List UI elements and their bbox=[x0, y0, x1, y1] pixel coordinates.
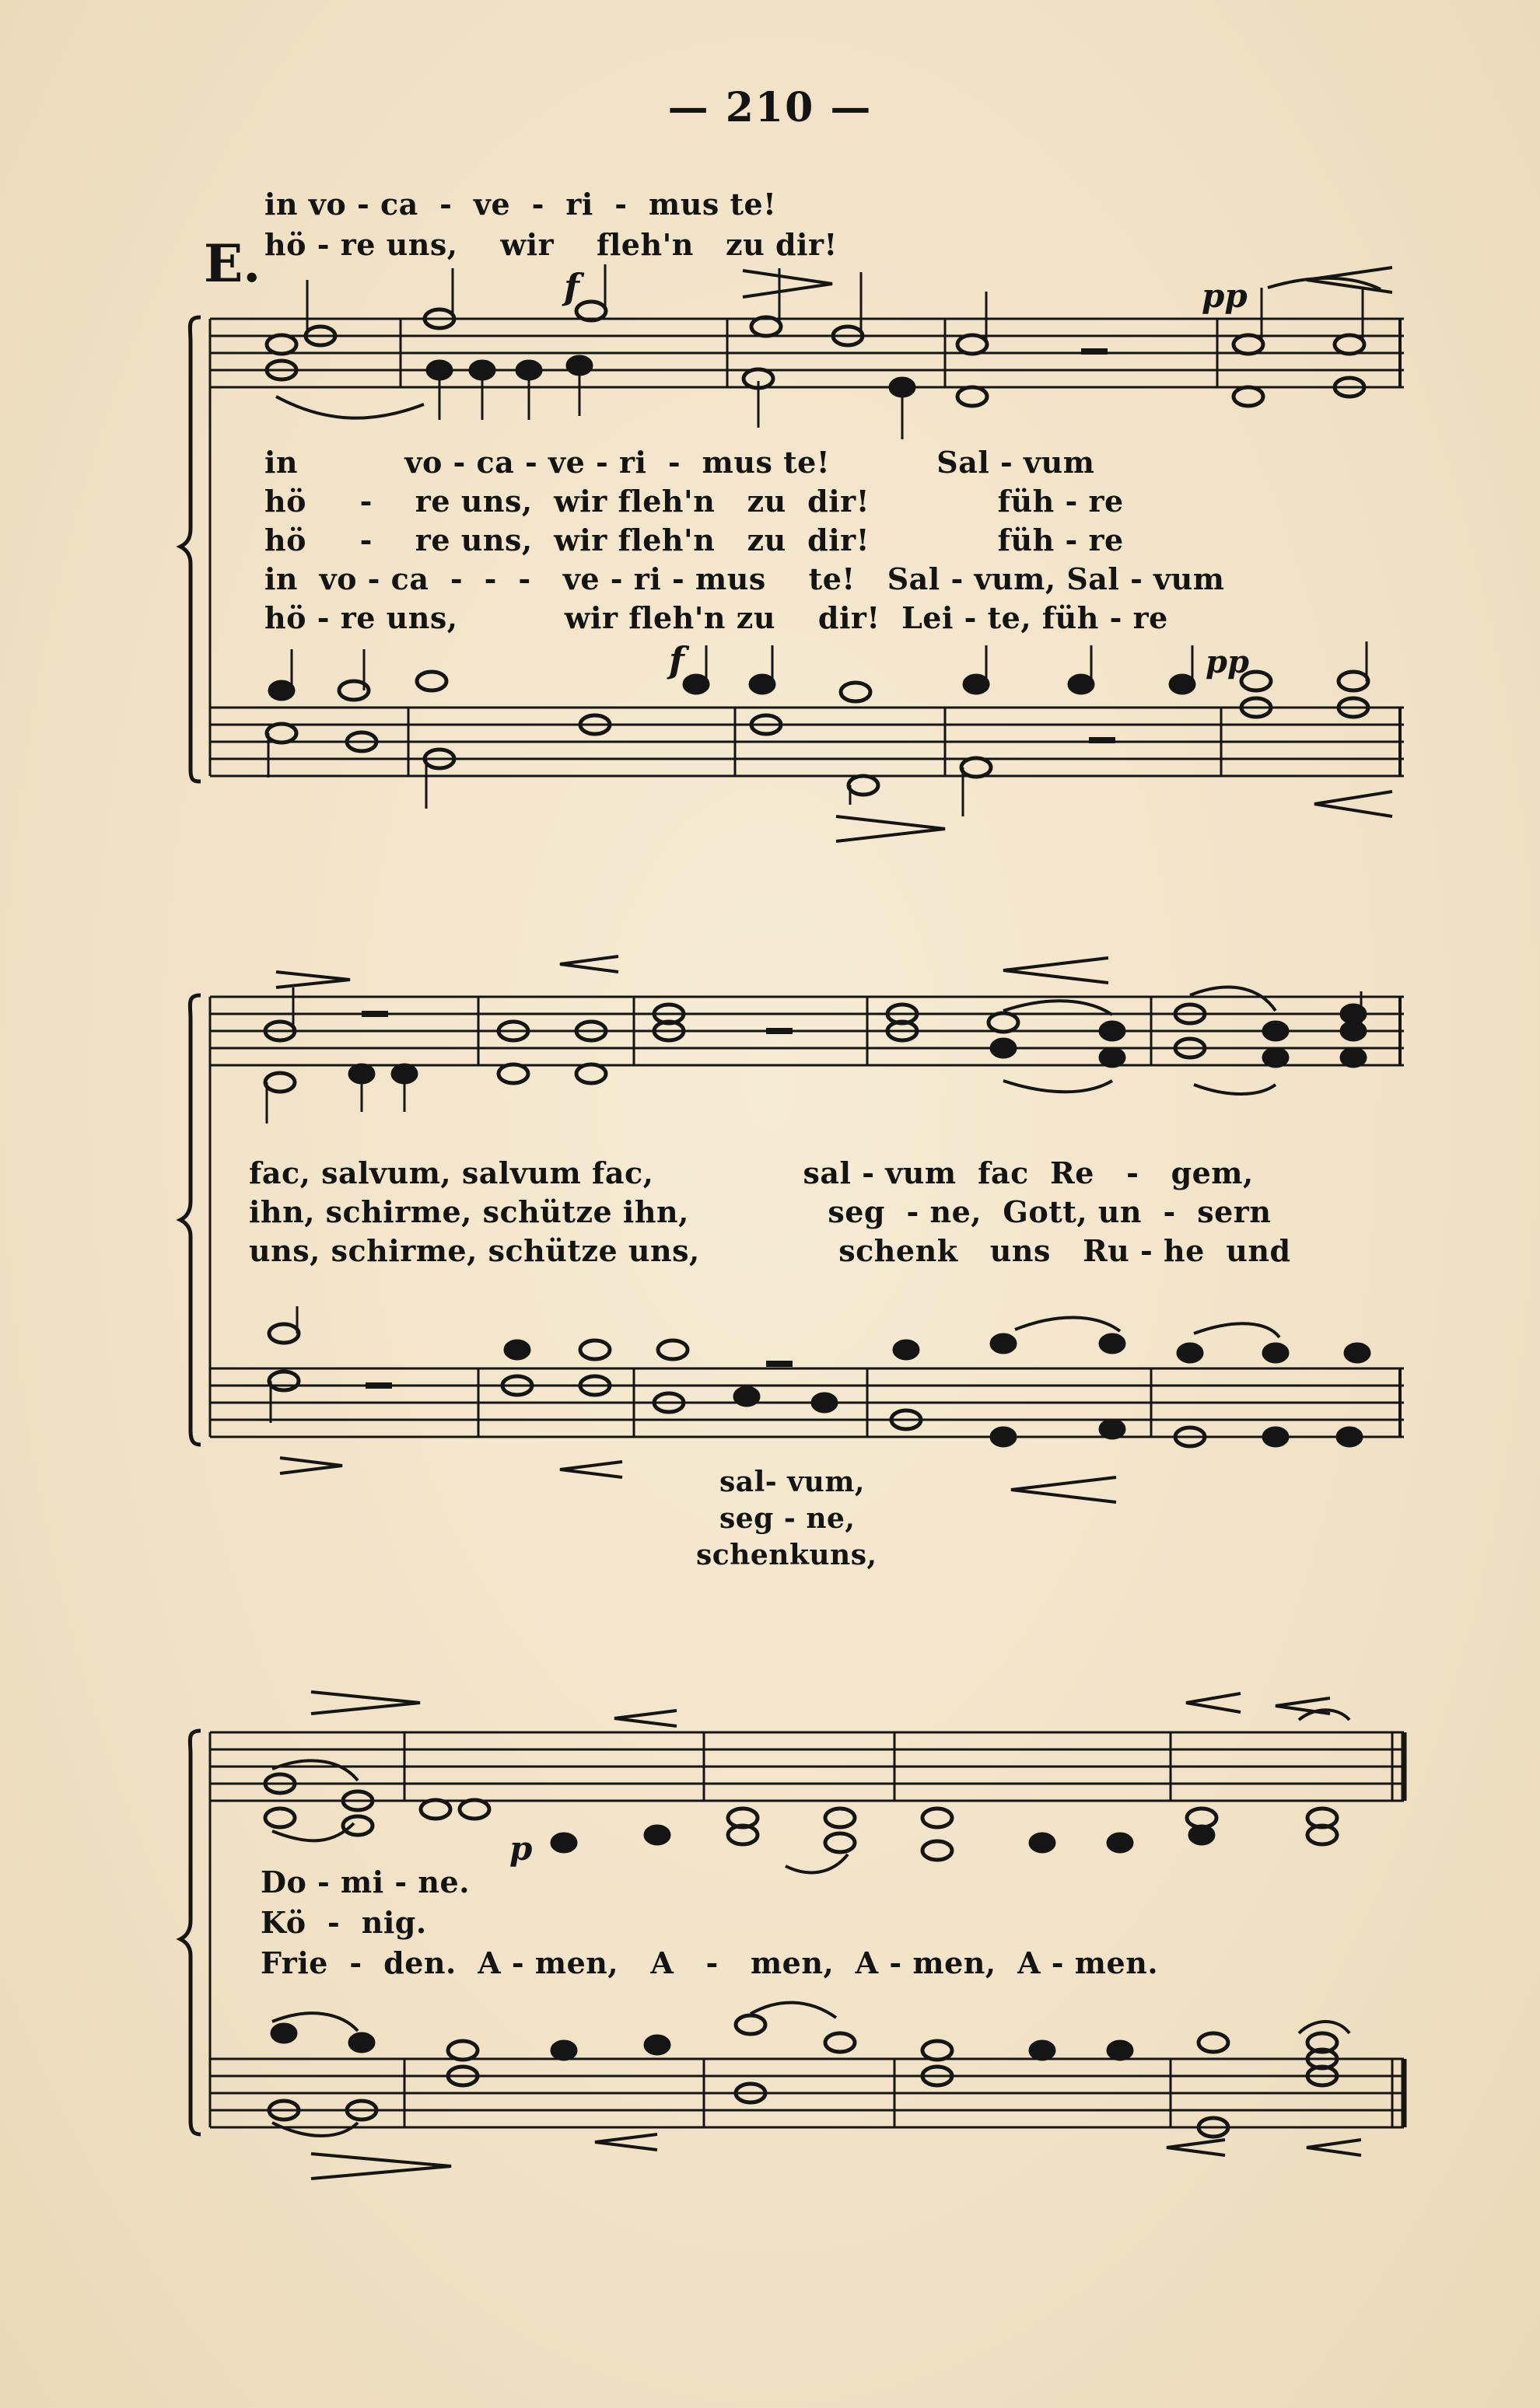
system-2-upper-staff bbox=[210, 997, 1404, 1065]
s2-mid-line-2: ihn, schirme, schütze ihn, seg - ne, Gott, un - sern bbox=[249, 1194, 1272, 1229]
s2-below-line-2: seg - ne, bbox=[719, 1502, 856, 1535]
system-2-lower-staff bbox=[210, 1368, 1404, 1437]
s2-below-line-1: sal- vum, bbox=[719, 1466, 865, 1498]
s3-mid-line-3: Frie - den. A - men, A - men, A - men, A - men. bbox=[261, 1945, 1159, 1980]
s3-mid-line-2: Kö - nig. bbox=[261, 1905, 427, 1940]
dynamic-f-lower: f bbox=[669, 639, 684, 681]
s1-top-line-1: in vo - ca - ve - ri - mus te! bbox=[264, 187, 777, 222]
system-3-upper-notes bbox=[265, 1774, 1337, 1860]
section-letter: E. bbox=[204, 233, 261, 294]
s2-mid-line-1: fac, salvum, salvum fac, sal - vum fac Re - gem, bbox=[249, 1155, 1254, 1190]
s1-top-line-2: hö - re uns, wir fleh'n zu dir! bbox=[264, 227, 838, 262]
s3-mid-line-1: Do - mi - ne. bbox=[261, 1865, 470, 1899]
s2-below-line-3: schenkuns, bbox=[696, 1539, 877, 1571]
s1-mid-line-5: hö - re uns, wir fleh'n zu dir! Lei - te, füh - re bbox=[264, 600, 1168, 635]
page-number: — 210 — bbox=[667, 84, 873, 131]
dynamic-p: p bbox=[509, 1830, 533, 1868]
dynamic-pp-lower: pp bbox=[1206, 644, 1249, 680]
system-3-upper-staff bbox=[210, 1732, 1404, 1801]
dynamic-pp-upper: pp bbox=[1202, 277, 1248, 315]
s2-mid-line-3: uns, schirme, schütze uns, schenk uns Ru - he und bbox=[249, 1233, 1291, 1268]
s1-mid-line-4: in vo - ca - - - ve - ri - mus te! Sal - vum, Sal - vum bbox=[264, 561, 1225, 596]
system-1-upper-staff bbox=[210, 319, 1404, 387]
dynamic-f-upper: f bbox=[564, 266, 579, 308]
s1-mid-line-1: in vo - ca - ve - ri - mus te! Sal - vum bbox=[264, 445, 1095, 480]
system-3-lower-staff bbox=[210, 2059, 1404, 2127]
s1-mid-line-3: hö - re uns, wir fleh'n zu dir! füh - re bbox=[264, 522, 1124, 557]
system-1-lower-staff bbox=[210, 708, 1404, 776]
s1-mid-line-2: hö - re uns, wir fleh'n zu dir! füh - re bbox=[264, 484, 1124, 519]
